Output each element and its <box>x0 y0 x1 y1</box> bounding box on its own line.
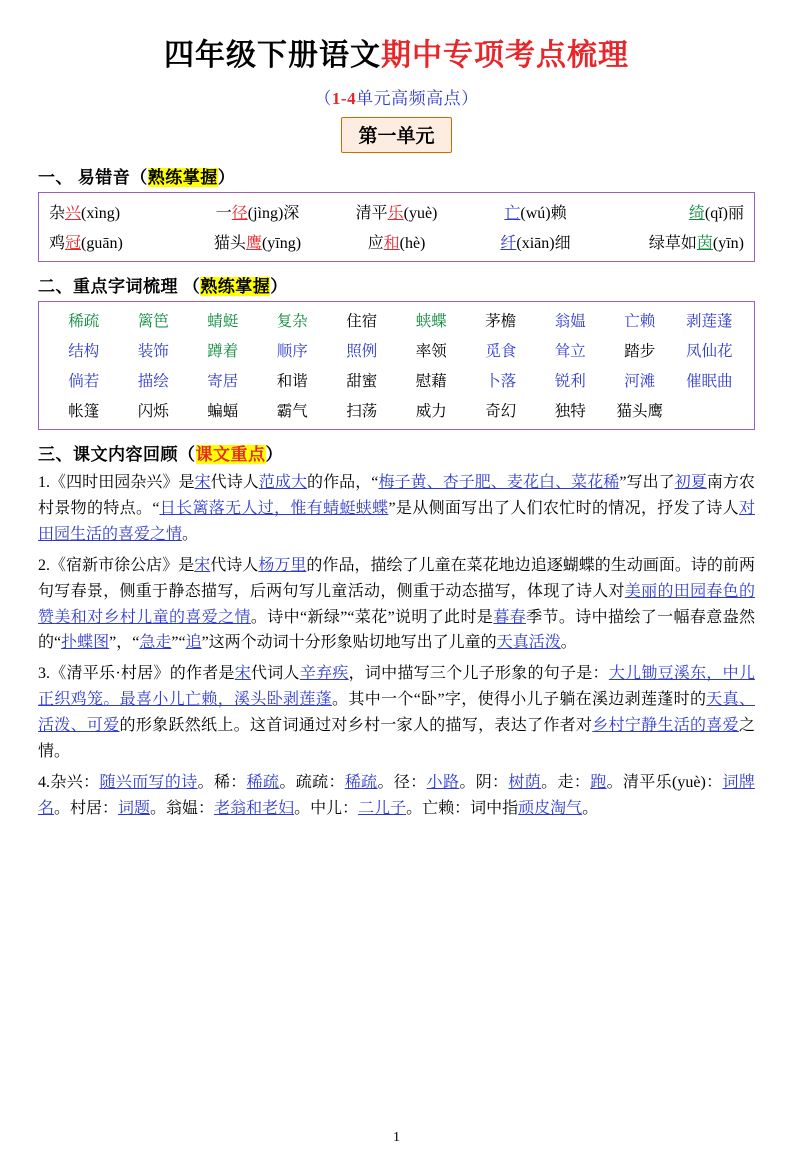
keyword-item <box>536 309 606 331</box>
keyword-item <box>466 309 536 331</box>
keyword-text: 茅檐 <box>485 313 517 330</box>
pinyin-prefix: 清平 <box>355 205 388 222</box>
keyword-text: 稀疏 <box>68 313 100 330</box>
keyword-item <box>258 399 328 421</box>
pinyin-item <box>466 230 605 253</box>
pinyin-marked-char: 鹰 <box>245 235 262 252</box>
keyword-item <box>536 339 606 361</box>
keyword-item <box>466 369 536 391</box>
keyword-item <box>605 399 675 421</box>
keyword-text: 寄居 <box>207 373 239 390</box>
section-one-heading <box>38 163 755 188</box>
keyword-item <box>675 369 745 391</box>
pinyin-reading: (qǐ)丽 <box>704 205 744 222</box>
keyword-text: 描绘 <box>137 373 169 390</box>
keyword-item <box>327 369 397 391</box>
title-black-part: 四年级下册语文 <box>164 39 381 72</box>
keyword-text: 奇幻 <box>485 403 517 420</box>
keyword-text: 亡赖 <box>624 313 656 330</box>
pinyin-item <box>188 230 327 253</box>
keyword-item <box>675 339 745 361</box>
pinyin-reading: (xìng) <box>81 205 121 222</box>
keyword-text: 翁媪 <box>554 313 586 330</box>
keyword-text: 照例 <box>346 343 378 360</box>
pinyin-item <box>49 230 188 253</box>
pinyin-item <box>49 200 188 223</box>
keyword-text: 扫荡 <box>346 403 378 420</box>
keyword-text: 凤仙花 <box>685 343 733 360</box>
pinyin-prefix: 绿草如 <box>648 235 697 252</box>
keyword-text: 闪烁 <box>137 403 169 420</box>
section-one-prefix: 一、 易错音（ <box>38 168 148 187</box>
keyword-text: 帐篷 <box>68 403 100 420</box>
keyword-spacer <box>675 399 745 421</box>
pinyin-marked-char: 冠 <box>65 235 82 252</box>
keyword-text: 霸气 <box>276 403 308 420</box>
pinyin-box <box>38 192 755 262</box>
keyword-text: 威力 <box>415 403 447 420</box>
section-two-suffix: ） <box>270 277 288 296</box>
pinyin-item <box>605 230 744 253</box>
pinyin-marked-char: 绮 <box>688 205 705 222</box>
unit-badge: 第一单元 <box>341 117 451 153</box>
keyword-text: 复杂 <box>276 313 308 330</box>
review-paragraph: 2.《宿新市徐公店》是宋代诗人杨万里的作品，描绘了儿童在菜花地边追逐蝴蝶的生动画面。诗的前两句写春景，侧重于静态描写，后两句写儿童活动，侧重于动态描写，体现了诗人对美丽的田园春色的赞美和对乡村儿童的喜爱之情。诗中“新绿”“菜花”说明了此时是暮春季节。诗中描绘了一幅春意盎然的“扑蝶图”，“急走”“追”这两个动词十分形象贴切地写出了儿童的天真活泼。 <box>38 556 755 652</box>
keyword-text: 顺序 <box>276 343 308 360</box>
pinyin-item <box>327 230 466 253</box>
pinyin-marked-char: 茵 <box>696 235 713 252</box>
keyword-item <box>536 369 606 391</box>
keyword-text: 篱笆 <box>137 313 169 330</box>
keyword-item <box>605 369 675 391</box>
keyword-item <box>466 339 536 361</box>
keyword-item <box>119 309 189 331</box>
keyword-item <box>188 399 258 421</box>
keyword-text: 踏步 <box>624 343 656 360</box>
keyword-item <box>188 339 258 361</box>
keyword-text: 倘若 <box>68 373 100 390</box>
pinyin-reading: (yīng) <box>261 235 302 252</box>
subtitle-rest: 单元高频高点 <box>356 89 462 108</box>
pinyin-prefix: 猫头 <box>213 235 246 252</box>
keyword-text: 装饰 <box>137 343 169 360</box>
section-three-heading <box>38 440 755 465</box>
keyword-item <box>327 339 397 361</box>
keyword-text: 猫头鹰 <box>616 403 663 420</box>
keyword-item <box>49 369 119 391</box>
keywords-box <box>38 301 755 430</box>
pinyin-prefix: 杂 <box>49 205 66 222</box>
keyword-item <box>327 309 397 331</box>
pinyin-grid <box>49 200 744 253</box>
keyword-text: 蹲着 <box>207 343 239 360</box>
keyword-text: 独特 <box>554 403 586 420</box>
section-one-highlight: 熟练掌握 <box>147 168 218 187</box>
pinyin-reading: (yuè) <box>403 205 438 222</box>
page-subtitle <box>38 84 755 109</box>
document-page <box>0 38 793 1160</box>
keyword-text: 慰藉 <box>415 373 447 390</box>
keyword-item <box>536 399 606 421</box>
keyword-item <box>119 339 189 361</box>
page-number: 1 <box>393 1130 400 1145</box>
subtitle-right-paren: ） <box>461 89 479 108</box>
keyword-text: 和谐 <box>276 373 308 390</box>
keyword-text: 率领 <box>415 343 447 360</box>
keyword-item <box>119 399 189 421</box>
keyword-item <box>49 399 119 421</box>
keyword-text: 剥莲蓬 <box>685 313 733 330</box>
pinyin-marked-char: 亡 <box>504 205 521 222</box>
keyword-item <box>605 309 675 331</box>
keyword-text: 河滩 <box>624 373 656 390</box>
pinyin-item <box>605 200 744 223</box>
pinyin-reading: (xiān)细 <box>516 235 571 252</box>
section-three-suffix: ） <box>265 445 283 464</box>
keyword-item <box>188 309 258 331</box>
pinyin-marked-char: 兴 <box>65 205 82 222</box>
keyword-text: 甜蜜 <box>346 373 378 390</box>
section-three-highlight: 课文重点 <box>195 445 266 464</box>
section-two-prefix: 二、重点字词梳理 （ <box>38 277 201 296</box>
keyword-item <box>397 399 467 421</box>
title-red-part: 期中专项考点梳理 <box>381 39 629 72</box>
review-paragraph: 4.杂兴：随兴而写的诗。稀：稀疏。疏疏：稀疏。径：小路。阴：树荫。走：跑。清平乐(yuè)：词牌名。村居：词题。翁媪：老翁和老妇。中儿：二儿子。亡赖：词中指顽皮淘气。 <box>38 773 755 817</box>
keyword-item <box>258 369 328 391</box>
unit-badge-container <box>38 117 755 153</box>
keyword-text: 催眠曲 <box>685 373 733 390</box>
pinyin-prefix: 应 <box>367 235 384 252</box>
keyword-item <box>675 309 745 331</box>
subtitle-left-paren: （ <box>314 89 332 108</box>
review-paragraph: 3.《清平乐·村居》的作者是宋代词人辛弃疾，词中描写三个儿子形象的句子是：大儿锄豆溪东，中儿正织鸡笼。最喜小儿亡赖，溪头卧剥莲蓬。其中一个“卧”字，使得小儿子躺在溪边剥莲蓬时的天真、活泼、可爱的形象跃然纸上。这首词通过对乡村一家人的描写，表达了作者对乡村宁静生活的喜爱之情。 <box>38 665 755 761</box>
keyword-item <box>397 369 467 391</box>
pinyin-item <box>466 200 605 223</box>
pinyin-item <box>188 200 327 223</box>
keyword-item <box>258 339 328 361</box>
keyword-item <box>119 369 189 391</box>
pinyin-reading: (wú)赖 <box>520 205 567 222</box>
keyword-item <box>397 339 467 361</box>
keyword-item <box>327 399 397 421</box>
keyword-item <box>605 339 675 361</box>
page-title <box>38 38 755 74</box>
keyword-text: 结构 <box>68 343 100 360</box>
keyword-text: 卜落 <box>485 373 517 390</box>
pinyin-prefix: 一 <box>215 205 232 222</box>
keyword-text: 蛱蝶 <box>415 313 447 330</box>
pinyin-marked-char: 和 <box>383 235 400 252</box>
pinyin-reading: (guān) <box>81 235 123 252</box>
pinyin-reading: (hè) <box>399 235 426 252</box>
content-review-paragraphs <box>38 470 755 822</box>
keyword-item <box>397 309 467 331</box>
pinyin-marked-char: 纤 <box>500 235 517 252</box>
keyword-text: 锐利 <box>554 373 586 390</box>
keyword-item <box>49 309 119 331</box>
keywords-grid <box>49 309 744 421</box>
pinyin-marked-char: 乐 <box>387 205 404 222</box>
keyword-text: 蝙蝠 <box>207 403 239 420</box>
keyword-item <box>49 339 119 361</box>
section-three-prefix: 三、课文内容回顾（ <box>38 445 196 464</box>
pinyin-reading: (yīn) <box>712 235 744 252</box>
keyword-item <box>188 369 258 391</box>
pinyin-item <box>327 200 466 223</box>
section-one-suffix: ） <box>217 168 236 187</box>
section-two-highlight: 熟练掌握 <box>200 277 271 296</box>
review-paragraph: 1.《四时田园杂兴》是宋代诗人范成大的作品，“梅子黄、杏子肥、麦花白、菜花稀”写出了初夏南方农村景物的特点。“日长篱落无人过，惟有蜻蜓蛱蝶”是从侧面写出了人们农忙时的情况，抒发了诗人对田园生活的喜爱之情。 <box>38 474 755 543</box>
keyword-text: 住宿 <box>346 313 378 330</box>
keyword-item <box>258 309 328 331</box>
pinyin-reading: (jìng)深 <box>247 205 300 222</box>
keyword-text: 蜻蜓 <box>207 313 239 330</box>
keyword-text: 觅食 <box>485 343 517 360</box>
pinyin-marked-char: 径 <box>231 205 248 222</box>
keyword-text: 耸立 <box>554 343 586 360</box>
pinyin-prefix: 鸡 <box>49 235 66 252</box>
subtitle-unit-range: 1-4 <box>331 89 357 108</box>
keyword-item <box>466 399 536 421</box>
section-two-heading <box>38 272 755 297</box>
